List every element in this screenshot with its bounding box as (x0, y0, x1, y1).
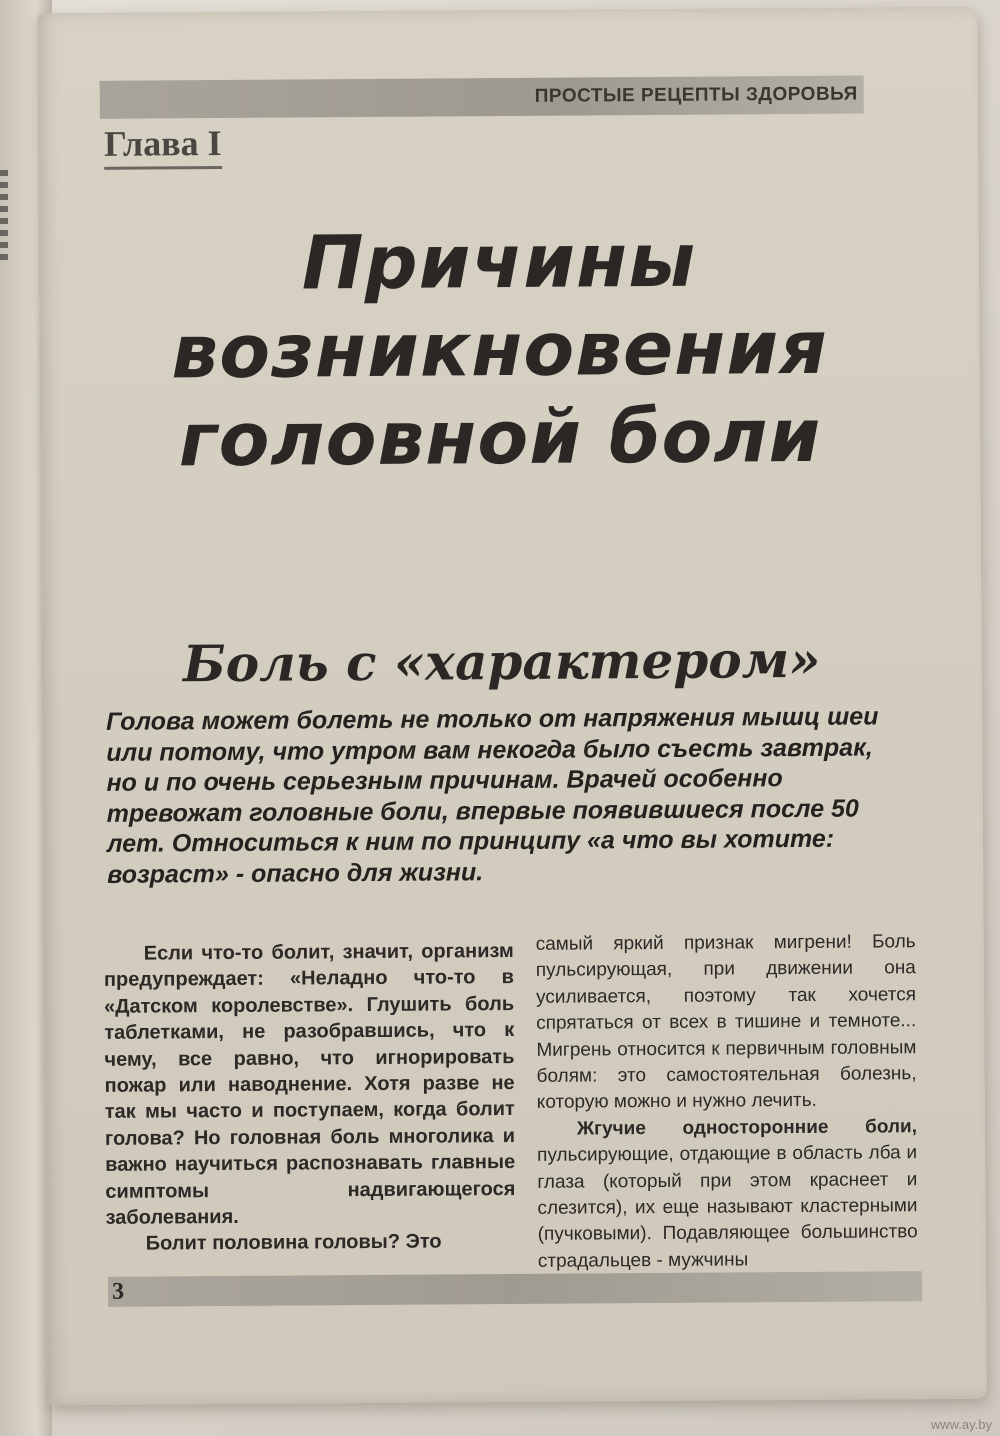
section-heading: Боль с «характером» (182, 629, 821, 694)
page-title-line-1: Причины (301, 217, 697, 307)
watermark: www.ay.by (930, 1417, 992, 1432)
running-header-bar (100, 76, 864, 119)
paragraph-text: пульсирующие, отдающие в область лба и глаза (который при этом краснеет и слезится), их еще называют кластерными (пучковыми). Подавляющее большинство страдальцев - мужчины (537, 1142, 918, 1272)
body-column-right (536, 929, 918, 1275)
book-page (37, 7, 987, 1406)
chapter-label: Глава I (104, 124, 222, 169)
facing-page-text-fragment (0, 170, 8, 260)
page-number: 3 (111, 1278, 125, 1305)
body-paragraph (537, 1114, 918, 1275)
body-paragraph: самый яркий признак мигрени! Боль пульсирующая, при движении она усиливается, поэтому так хочется спрятаться от всех в тишине и темноте... Мигрень относится к первичным головным болям: это самостоятельная болезнь, которую можно и нужно лечить. (535, 931, 917, 1114)
footer-bar (108, 1271, 922, 1307)
body-paragraph: Если что-то болит, значит, организм предупреждает: «Неладно что-то в «Датском королевстве». Глушить боль таблетками, не разобравшись, что к чему, все равно, что игнорировать пожар или наводнение. Хотя разве не так мы часто и поступаем, когда болит голова? Но головная боль многолика и важно научиться распознавать главные симптомы надвигающегося заболевания. (103, 939, 516, 1229)
paragraph-lead-in: Жгучие односторонние боли, (576, 1116, 918, 1140)
body-column-left (104, 938, 516, 1258)
page-title (109, 215, 891, 484)
page-title-line-2: возникновения (171, 304, 828, 396)
body-paragraph: Болит половина головы? Это (145, 1230, 442, 1256)
lead-paragraph: Голова может болеть не только от напряжения мышц шеи или потому, что утром вам некогда было съесть завтрак, но и по очень серьезным причинам. Врачей особенно тревожат головные боли, впервые появившиеся после 50 лет. Относиться к ним по принципу «а что вы хотите: возраст» - опасно для жизни. (106, 702, 879, 889)
running-title: ПРОСТЫЕ РЕЦЕПТЫ ЗДОРОВЬЯ (534, 83, 858, 107)
page-title-line-3: головной боли (178, 392, 822, 484)
